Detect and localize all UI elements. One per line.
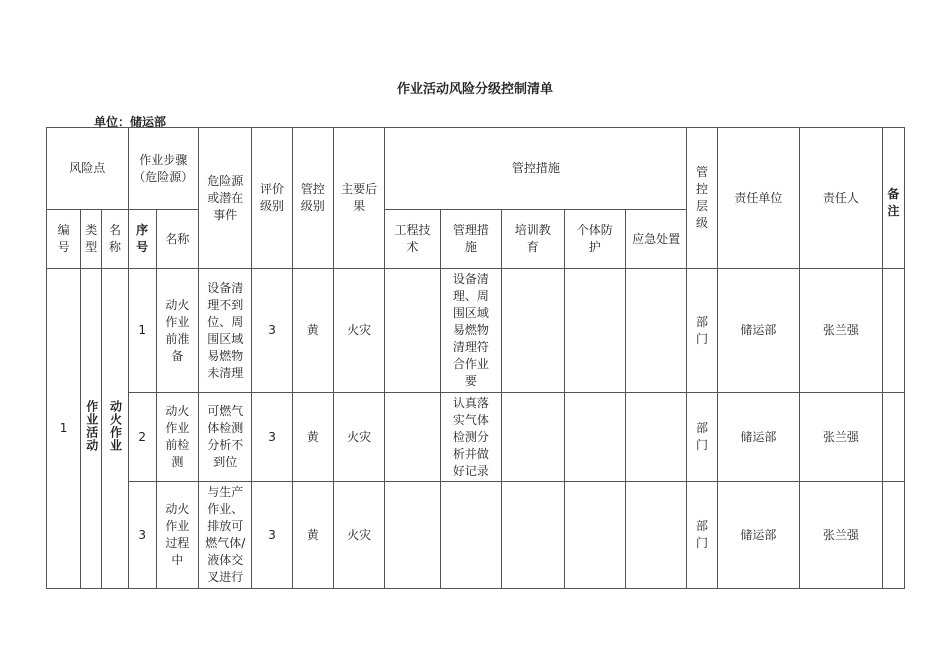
table-row — [47, 393, 905, 482]
header-emergency: 应急处置 — [625, 210, 686, 269]
row-training — [502, 393, 564, 482]
header-step-name: 名称 — [156, 210, 198, 269]
header-training: 培训教育 — [502, 210, 564, 269]
row-consequence: 火灾 — [333, 482, 384, 589]
row-resp-unit: 储运部 — [717, 393, 800, 482]
group-name: 动火作业 — [102, 269, 128, 589]
row-remark — [882, 269, 904, 393]
group-type: 作业活动 — [81, 269, 102, 589]
header-hazard: 危险源或潜在事件 — [199, 128, 252, 269]
row-step-name: 动火作业前检测 — [156, 393, 198, 482]
header-row-1 — [47, 128, 905, 210]
row-management: 设备清理、周围区域易燃物清理符合作业要 — [440, 269, 501, 393]
header-remark: 备注 — [882, 128, 904, 269]
row-control-level: 黄 — [292, 482, 333, 589]
row-management — [440, 482, 501, 589]
row-resp-unit: 储运部 — [717, 269, 800, 393]
row-step-name: 动火作业前准备 — [156, 269, 198, 393]
header-resp-person: 责任人 — [800, 128, 883, 269]
row-seq: 3 — [128, 482, 156, 589]
page-title: 作业活动风险分级控制清单 — [396, 82, 553, 97]
row-hazard: 设备清理不到位、周围区域易燃物未清理 — [199, 269, 252, 393]
row-training — [502, 269, 564, 393]
row-control-tier: 部门 — [687, 482, 717, 589]
row-consequence: 火灾 — [333, 393, 384, 482]
row-step-name: 动火作业过程中 — [156, 482, 198, 589]
risk-control-table — [46, 127, 905, 589]
row-seq: 2 — [128, 393, 156, 482]
header-risk-point: 风险点 — [47, 128, 129, 210]
row-control-level: 黄 — [292, 393, 333, 482]
row-resp-person: 张兰强 — [800, 482, 883, 589]
header-engineering: 工程技术 — [385, 210, 440, 269]
group-no: 1 — [47, 269, 81, 589]
row-eval-level: 3 — [252, 482, 292, 589]
row-control-tier: 部门 — [687, 393, 717, 482]
row-emergency — [625, 269, 686, 393]
table-row — [47, 269, 905, 393]
header-no: 编号 — [47, 210, 81, 269]
header-name: 名称 — [102, 210, 128, 269]
row-remark — [882, 482, 904, 589]
header-eval-level: 评价级别 — [252, 128, 292, 269]
row-eval-level: 3 — [252, 269, 292, 393]
table-row — [47, 482, 905, 589]
header-resp-unit: 责任单位 — [717, 128, 800, 269]
row-engineering — [385, 482, 440, 589]
header-management: 管理措施 — [440, 210, 501, 269]
row-emergency — [625, 393, 686, 482]
row-consequence: 火灾 — [333, 269, 384, 393]
row-hazard: 与生产作业、排放可燃气体/液体交叉进行 — [199, 482, 252, 589]
header-consequence: 主要后果 — [333, 128, 384, 269]
header-seq: 序号 — [128, 210, 156, 269]
header-type: 类型 — [81, 210, 102, 269]
header-control-level: 管控级别 — [292, 128, 333, 269]
row-control-level: 黄 — [292, 269, 333, 393]
row-resp-unit: 储运部 — [717, 482, 800, 589]
unit-label: 单位：储运部 — [94, 115, 167, 129]
row-engineering — [385, 269, 440, 393]
row-resp-person: 张兰强 — [800, 269, 883, 393]
row-seq: 1 — [128, 269, 156, 393]
row-resp-person: 张兰强 — [800, 393, 883, 482]
row-hazard: 可燃气体检测分析不到位 — [199, 393, 252, 482]
row-control-tier: 部门 — [687, 269, 717, 393]
row-management: 认真落实气体检测分析并做好记录 — [440, 393, 501, 482]
header-control-tier: 管控层级 — [687, 128, 717, 269]
header-work-step: 作业步骤（危险源） — [128, 128, 198, 210]
row-eval-level: 3 — [252, 393, 292, 482]
row-emergency — [625, 482, 686, 589]
row-ppe — [564, 482, 625, 589]
row-remark — [882, 393, 904, 482]
row-training — [502, 482, 564, 589]
row-engineering — [385, 393, 440, 482]
header-ppe: 个体防护 — [564, 210, 625, 269]
row-ppe — [564, 393, 625, 482]
header-measures: 管控措施 — [385, 128, 687, 210]
row-ppe — [564, 269, 625, 393]
